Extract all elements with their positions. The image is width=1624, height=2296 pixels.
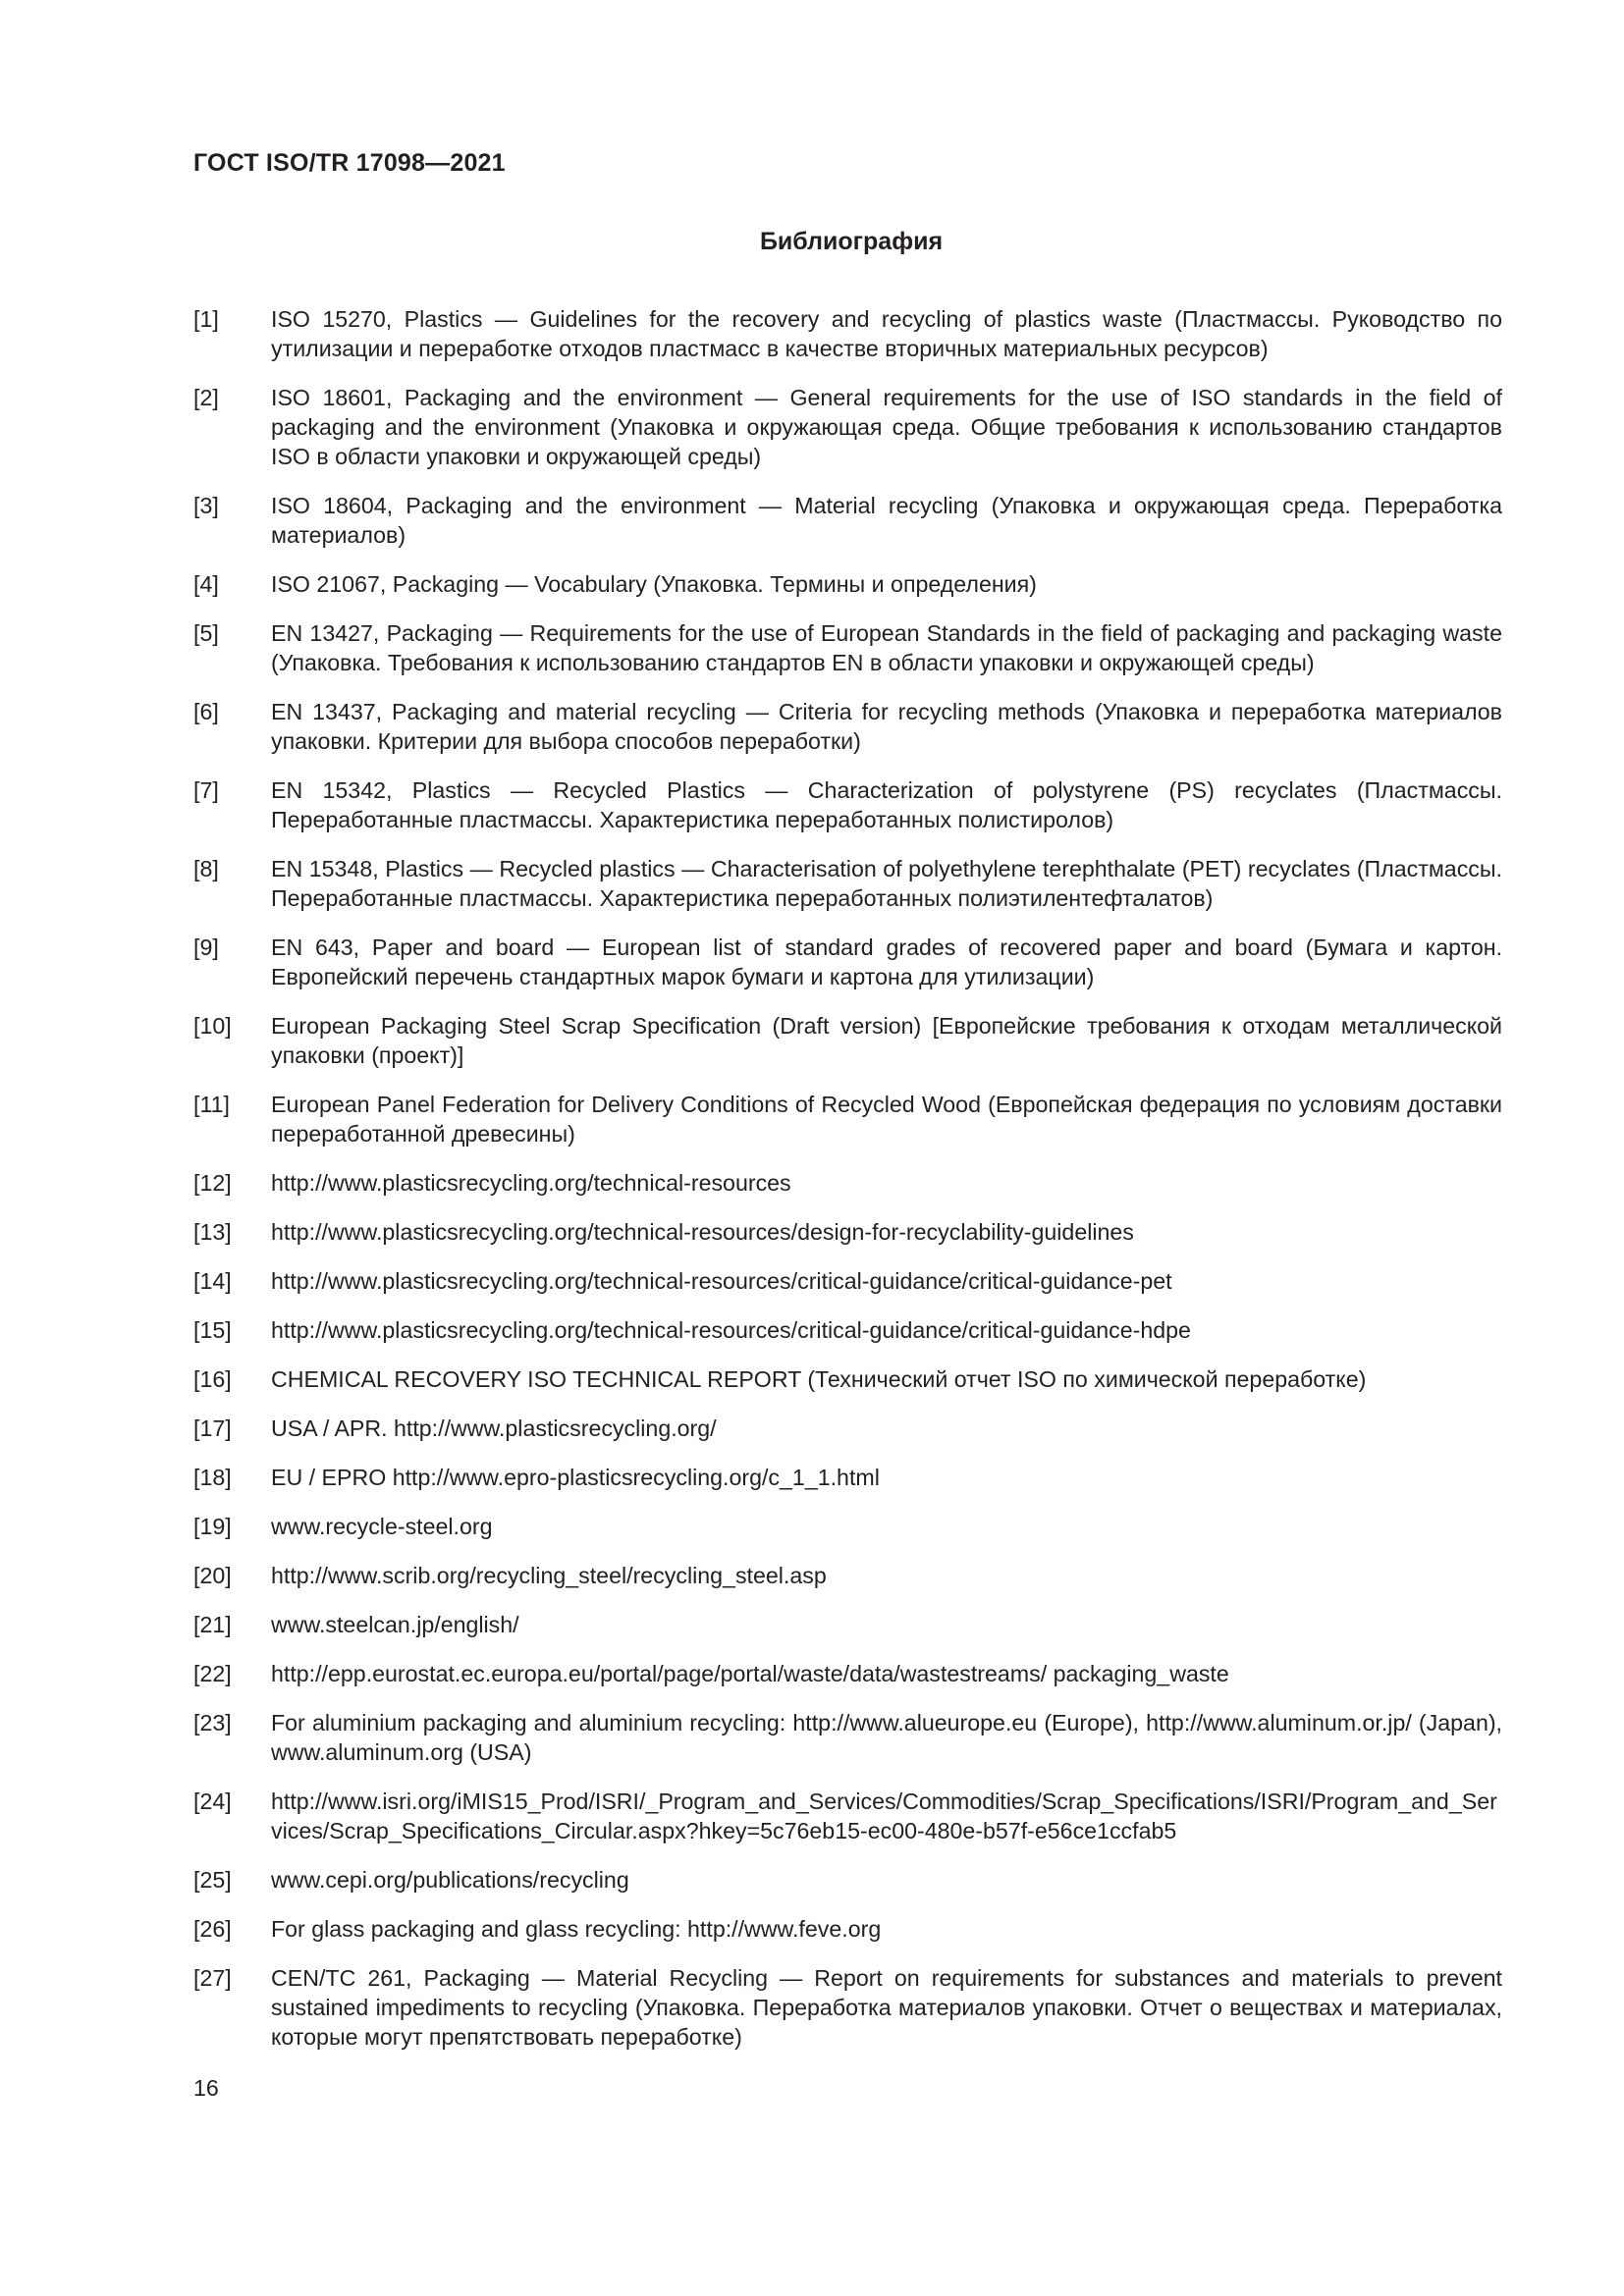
reference-number: [18]: [193, 1465, 232, 1490]
reference-number: [5]: [193, 620, 219, 646]
reference-text: EU / EPRO http://www.epro-plasticsrecycling.org/c_1_1.html: [271, 1465, 880, 1490]
page-number: 16: [193, 2075, 219, 2101]
reference-item: [193, 1315, 1502, 1345]
reference-item: [193, 1787, 1502, 1845]
reference-number: [11]: [193, 1092, 230, 1117]
reference-item: [193, 1168, 1502, 1198]
reference-number: [13]: [193, 1219, 232, 1245]
reference-number: [21]: [193, 1612, 232, 1637]
reference-number: [27]: [193, 1965, 232, 1991]
reference-number: [26]: [193, 1916, 232, 1942]
reference-number: [16]: [193, 1366, 232, 1392]
reference-text: EN 15348, Plastics — Recycled plastics — Characterisation of polyethylene terephthalate (PET) recyclates (Пластмассы. Переработанные пластмассы. Характеристика переработанных полиэтилентефталатов): [271, 856, 1502, 911]
reference-item: [193, 1512, 1502, 1541]
reference-number: [6]: [193, 699, 219, 724]
reference-item: [193, 697, 1502, 756]
reference-item: [193, 1610, 1502, 1639]
reference-item: [193, 569, 1502, 599]
reference-item: [193, 1011, 1502, 1070]
reference-item: [193, 854, 1502, 913]
reference-list: [193, 304, 1502, 2071]
reference-text: ISO 18601, Packaging and the environment — General requirements for the use of ISO standards in the field of packaging and the environment (Упаковка и окружающая среда. Общие требования к использованию стандартов ISO в области упаковки и окружающей среды): [271, 385, 1502, 469]
reference-item: [193, 618, 1502, 677]
reference-item: [193, 1414, 1502, 1443]
reference-number: [4]: [193, 571, 219, 597]
reference-number: [3]: [193, 493, 219, 518]
reference-text: www.recycle-steel.org: [271, 1514, 493, 1539]
reference-item: [193, 1217, 1502, 1247]
reference-text: ISO 18604, Packaging and the environment — Material recycling (Упаковка и окружающая среда. Переработка материалов): [271, 493, 1502, 548]
reference-text: For aluminium packaging and aluminium recycling: http://www.alueurope.eu (Europe), http://www.aluminum.or.jp/ (Japan), www.aluminum.org (USA): [271, 1710, 1502, 1765]
reference-text: www.steelcan.jp/english/: [271, 1612, 519, 1637]
reference-number: [9]: [193, 934, 219, 960]
reference-text: http://www.plasticsrecycling.org/technical-resources: [271, 1170, 791, 1196]
reference-text: http://www.isri.org/iMIS15_Prod/ISRI/_Program_and_Services/Commodities/Scrap_Specifications/ISRI/Program_and_Services/Scrap_Specifications_Circular.aspx?hkey=5c76eb15-ec00-480e-b57f-e56ce1ccfab5: [271, 1789, 1497, 1843]
reference-text: http://www.plasticsrecycling.org/technical-resources/design-for-recyclability-guidelines: [271, 1219, 1134, 1245]
reference-text: EN 643, Paper and board — European list of standard grades of recovered paper and board (Бумага и картон. Европейский перечень стандартных марок бумаги и картона для утилизации): [271, 934, 1502, 989]
reference-item: [193, 383, 1502, 471]
reference-number: [1]: [193, 306, 219, 332]
reference-number: [19]: [193, 1514, 232, 1539]
reference-number: [22]: [193, 1661, 232, 1686]
reference-item: [193, 1364, 1502, 1394]
reference-item: [193, 1090, 1502, 1148]
reference-item: [193, 1659, 1502, 1688]
reference-number: [14]: [193, 1268, 232, 1294]
reference-number: [20]: [193, 1563, 232, 1588]
reference-number: [12]: [193, 1170, 232, 1196]
reference-item: [193, 775, 1502, 834]
reference-item: [193, 491, 1502, 550]
reference-text: EN 13427, Packaging — Requirements for the use of European Standards in the field of packaging and packaging waste (Упаковка. Требования к использованию стандартов EN в области упаковки и окружающей среды): [271, 620, 1502, 675]
reference-text: CEN/TC 261, Packaging — Material Recycling — Report on requirements for substances and materials to prevent sustained impediments to recycling (Упаковка. Переработка материалов упаковки. Отчет о веществах и материалах, которые могут препятствовать переработке): [271, 1965, 1502, 2050]
reference-item: [193, 1266, 1502, 1296]
reference-item: [193, 1708, 1502, 1767]
reference-text: ISO 21067, Packaging — Vocabulary (Упаковка. Термины и определения): [271, 571, 1037, 597]
reference-text: http://epp.eurostat.ec.europa.eu/portal/page/portal/waste/data/wastestreams/ packaging_waste: [271, 1661, 1229, 1686]
reference-text: USA / APR. http://www.plasticsrecycling.org/: [271, 1415, 717, 1441]
reference-number: [2]: [193, 385, 219, 410]
reference-number: [10]: [193, 1013, 232, 1039]
reference-number: [23]: [193, 1710, 232, 1735]
reference-number: [8]: [193, 856, 219, 881]
reference-item: [193, 933, 1502, 991]
reference-number: [17]: [193, 1415, 232, 1441]
reference-text: ISO 15270, Plastics — Guidelines for the recovery and recycling of plastics waste (Пластмассы. Руководство по утилизации и переработке отходов пластмасс в качестве вторичных материальных ресурсов): [271, 306, 1502, 361]
reference-item: [193, 1914, 1502, 1944]
reference-text: http://www.plasticsrecycling.org/technical-resources/critical-guidance/critical-guidance-hdpe: [271, 1317, 1191, 1343]
reference-text: European Packaging Steel Scrap Specification (Draft version) [Европейские требования к отходам металлической упаковки (проект)]: [271, 1013, 1502, 1068]
reference-number: [7]: [193, 777, 219, 803]
bibliography-title: Библиография: [759, 228, 944, 255]
reference-text: EN 15342, Plastics — Recycled Plastics — Characterization of polystyrene (PS) recyclates (Пластмассы. Переработанные пластмассы. Характеристика переработанных полистиролов): [271, 777, 1502, 832]
reference-text: www.cepi.org/publications/recycling: [271, 1867, 629, 1893]
reference-text: http://www.plasticsrecycling.org/technical-resources/critical-guidance/critical-guidance-pet: [271, 1268, 1172, 1294]
reference-item: [193, 304, 1502, 363]
reference-text: For glass packaging and glass recycling: http://www.feve.org: [271, 1916, 882, 1942]
reference-item: [193, 1463, 1502, 1492]
reference-item: [193, 1561, 1502, 1590]
reference-item: [193, 1865, 1502, 1895]
reference-text: CHEMICAL RECOVERY ISO TECHNICAL REPORT (Технический отчет ISO по химической переработке): [271, 1366, 1367, 1392]
reference-text: http://www.scrib.org/recycling_steel/recycling_steel.asp: [271, 1563, 827, 1588]
reference-number: [24]: [193, 1789, 232, 1814]
document-code-header: ГОСТ ISO/TR 17098—2021: [193, 149, 506, 177]
reference-number: [25]: [193, 1867, 232, 1893]
reference-text: European Panel Federation for Delivery Conditions of Recycled Wood (Европейская федерация по условиям доставки переработанной древесины): [271, 1092, 1502, 1147]
reference-text: EN 13437, Packaging and material recycling — Criteria for recycling methods (Упаковка и переработка материалов упаковки. Критерии для выбора способов переработки): [271, 699, 1502, 754]
reference-item: [193, 1963, 1502, 2052]
reference-number: [15]: [193, 1317, 232, 1343]
